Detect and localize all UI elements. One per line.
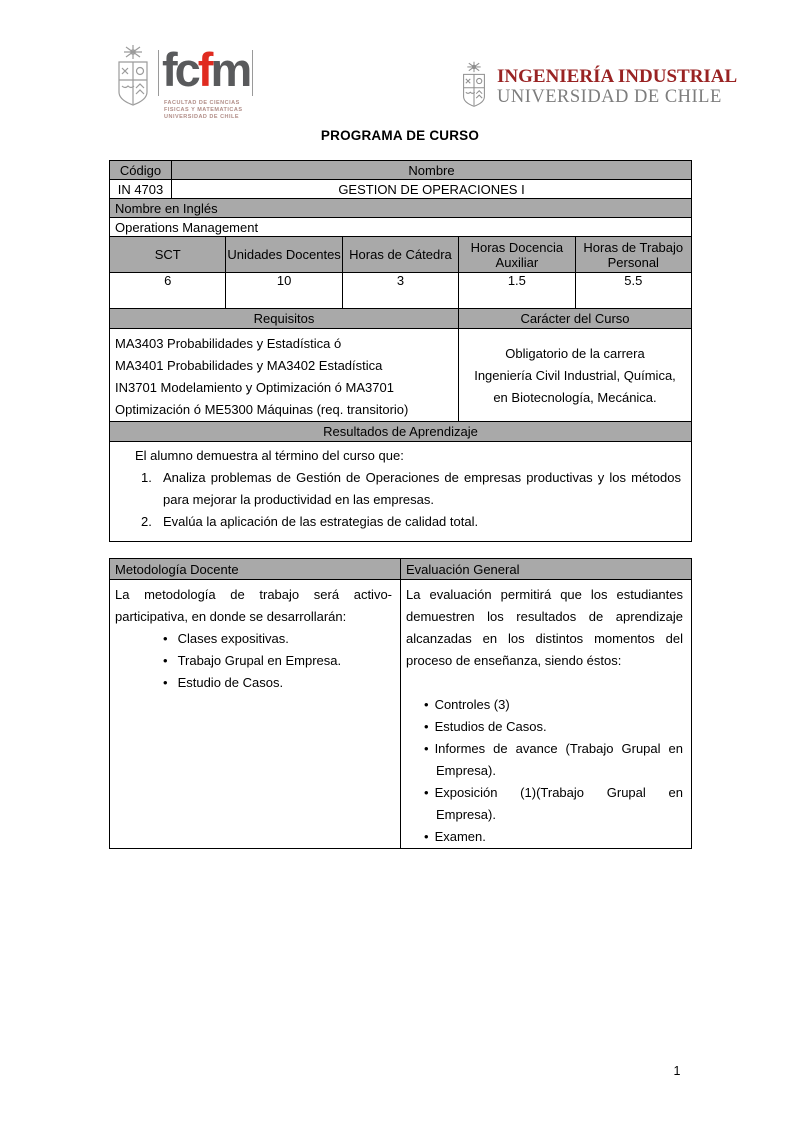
codigo-header: Código <box>110 161 172 180</box>
uchile-crest-icon <box>457 61 491 113</box>
course-info-table <box>109 160 692 542</box>
resultados-intro: El alumno demuestra al término del curso que: <box>135 448 404 463</box>
fcfm-caption: FACULTAD DE CIENCIAS FISICAS Y MATEMATICAS UNIVERSIDAD DE CHILE <box>164 100 243 120</box>
credits-value-sct: 6 <box>110 273 226 309</box>
metodologia-bullet-list <box>115 628 392 694</box>
evaluacion-intro: La evaluación permitirá que los estudiantes demuestren los resultados de aprendizaje alcanzadas en los distintos momentos del proceso de enseñanza, siendo éstos: <box>406 587 683 668</box>
code-name-table <box>109 160 692 237</box>
nombre-ingles-value: Operations Management <box>110 218 692 237</box>
credits-value-personal: 5.5 <box>575 273 691 309</box>
page-title: PROGRAMA DE CURSO <box>320 128 480 143</box>
resultados-header: Resultados de Aprendizaje <box>110 422 692 442</box>
dii-title: INGENIERÍA INDUSTRIAL <box>497 66 738 87</box>
credits-header-sct: SCT <box>110 237 226 273</box>
methodology-evaluation-table <box>109 558 692 849</box>
credits-header-unidades: Unidades Docentes <box>226 237 342 273</box>
list-item: • Informes de avance (Trabajo Grupal en Empresa). <box>406 738 683 782</box>
fcfm-wordmark: fcfm <box>158 44 253 98</box>
requisitos-header: Requisitos <box>110 309 459 329</box>
metodologia-content <box>110 580 401 849</box>
metodologia-header: Metodología Docente <box>110 559 401 580</box>
nombre-ingles-header: Nombre en Inglés <box>110 199 692 218</box>
fcfm-logo <box>112 44 253 121</box>
evaluacion-content <box>401 580 692 849</box>
credits-header-personal: Horas de Trabajo Personal <box>575 237 691 273</box>
list-item: • Estudio de Casos. <box>115 672 392 694</box>
list-item: • Examen. <box>406 826 683 848</box>
list-item: • Estudios de Casos. <box>406 716 683 738</box>
ingenieria-industrial-logo <box>457 61 737 113</box>
credits-value-auxiliar: 1.5 <box>459 273 575 309</box>
caracter-header: Carácter del Curso <box>459 309 692 329</box>
list-item: • Clases expositivas. <box>115 628 392 650</box>
credits-value-unidades: 10 <box>226 273 342 309</box>
credits-value-catedra: 3 <box>342 273 458 309</box>
credits-header-auxiliar: Horas Docencia Auxiliar <box>459 237 575 273</box>
requisitos-content: MA3403 Probabilidades y Estadística ó MA3401 Probabilidades y MA3402 Estadística IN3701 Modelamiento y Optimización ó MA3701 Optimización ó ME5300 Máquinas (req. transitorio) <box>110 329 459 422</box>
list-item: • Exposición (1)(Trabajo Grupal en Empresa). <box>406 782 683 826</box>
nombre-header: Nombre <box>172 161 692 180</box>
evaluacion-bullet-list <box>406 694 683 848</box>
list-item: • Trabajo Grupal en Empresa. <box>115 650 392 672</box>
list-item: • Controles (3) <box>406 694 683 716</box>
evaluacion-header: Evaluación General <box>401 559 692 580</box>
caracter-content: Obligatorio de la carrera Ingeniería Civil Industrial, Química, en Biotecnología, Mecánica. <box>459 329 692 422</box>
nombre-value: GESTION DE OPERACIONES I <box>172 180 692 199</box>
uchile-crest-icon <box>112 44 154 114</box>
metodologia-intro: La metodología de trabajo será activo-participativa, en donde se desarrollarán: <box>115 587 392 624</box>
codigo-value: IN 4703 <box>110 180 172 199</box>
requisitos-table <box>109 308 692 422</box>
list-item: 2. Evalúa la aplicación de las estrategias de calidad total. <box>141 514 479 529</box>
dii-subtitle: UNIVERSIDAD DE CHILE <box>497 87 722 107</box>
credits-table <box>109 236 692 309</box>
page-number: 1 <box>673 1064 681 1078</box>
resultados-content <box>110 442 692 542</box>
list-item: 1. Analiza problemas de Gestión de Operaciones de empresas productivas y los métodos para mejorar la productividad en las empresas. <box>141 470 681 507</box>
resultados-table <box>109 421 692 542</box>
credits-header-catedra: Horas de Cátedra <box>342 237 458 273</box>
divider <box>252 50 253 96</box>
